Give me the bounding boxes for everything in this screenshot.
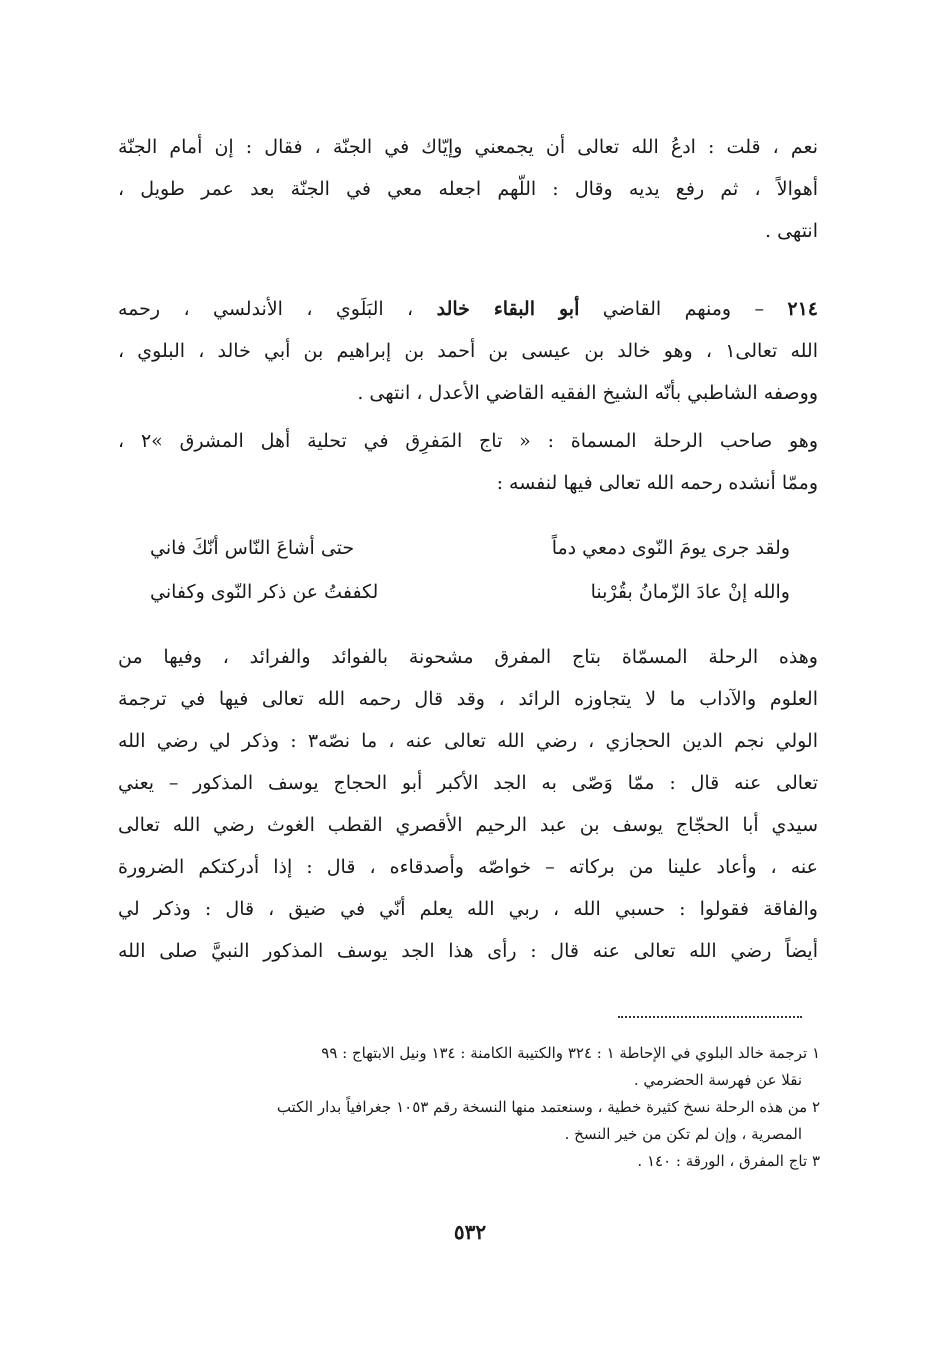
verse bbox=[150, 526, 790, 570]
verse-first-hemistich: ولقد جرى يومَ النّوى دمعي دماً bbox=[551, 537, 790, 559]
text-line: سيدي أبا الحجّاج يوسف بن عبد الرحيم الأقصري القطب الغوث رضي الله تعالى bbox=[118, 814, 818, 836]
footnote-2-continued: المصرية ، وإن لم تكن من خير النسخ . bbox=[564, 1125, 802, 1143]
entry-name: أبو البقاء خالد bbox=[436, 298, 580, 320]
text-line: الولي نجم الدين الحجازي ، رضي الله تعالى عنه ، ما نصّه٣ : وذكر لي رضي الله bbox=[118, 730, 818, 752]
entry-number: ٢١٤ bbox=[787, 298, 818, 320]
entry-heading-line bbox=[118, 288, 818, 330]
footnotes bbox=[108, 1040, 820, 1175]
text-line: تعالى عنه قال : ممّا وَصّى به الجد الأكبر أبو الحجاج يوسف المذكور – يعني bbox=[118, 772, 818, 794]
text-line: وهذه الرحلة المسمّاة بتاج المفرق مشحونة بالفوائد والفرائد ، وفيها من bbox=[118, 646, 818, 668]
paragraph-taj-almafriq bbox=[118, 636, 818, 972]
verse-second-hemistich: لكففتُ عن ذكر النّوى وكفاني bbox=[150, 581, 379, 603]
verse-first-hemistich: والله إنْ عادَ الزّمانُ بقُرْبنا bbox=[590, 581, 790, 603]
entry-intro: – ومنهم القاضي bbox=[579, 298, 788, 320]
text-line: وممّا أنشده رحمه الله تعالى فيها لنفسه : bbox=[496, 472, 818, 494]
paragraph-rihla bbox=[118, 420, 818, 504]
entry-heading-rest: ، البَلَوي ، الأندلسي ، رحمه bbox=[118, 298, 437, 320]
text-line: أيضاً رضي الله تعالى عنه قال : رأى هذا الجد يوسف المذكور النبيَّ صلى الله bbox=[118, 940, 818, 962]
text-line: والفاقة فقولوا : حسبي الله ، ربي الله يعلم أنّي في ضيق ، قال : وذكر لي bbox=[118, 898, 818, 920]
verse-second-hemistich: حتى أشاعَ النّاس أنّكَ فاني bbox=[150, 537, 355, 559]
entry-214 bbox=[118, 288, 818, 414]
text-line: نعم ، قلت : ادعُ الله تعالى أن يجمعني وإيّاك في الجنّة ، فقال : إن أمام الجنّة bbox=[118, 136, 818, 158]
footnote-1: ١ ترجمة خالد البلوي في الإحاطة ١ : ٣٢٤ والكتيبة الكامنة : ١٣٤ ونيل الابتهاج : ٩٩ bbox=[321, 1044, 820, 1062]
text-line: أهوالاً ، ثم رفع يديه وقال : اللّهم اجعله معي في الجنّة بعد عمر طويل ، bbox=[118, 178, 818, 200]
text-line: انتهى . bbox=[765, 220, 818, 242]
text-line: ووصفه الشاطبي بأنّه الشيخ الفقيه القاضي الأعدل ، انتهى . bbox=[357, 382, 818, 404]
text-line: الله تعالى١ ، وهو خالد بن عيسى بن أحمد بن إبراهيم بن أبي خالد ، البلوي ، bbox=[118, 340, 818, 362]
text-line: العلوم والآداب ما لا يتجاوزه الرائد ، وقد قال رحمه الله تعالى فيها في ترجمة bbox=[118, 688, 818, 710]
paragraph-continuation bbox=[118, 126, 818, 252]
footnote-1-continued: نقلا عن فهرسة الحضرمي . bbox=[633, 1071, 802, 1089]
footnote-2: ٢ من هذه الرحلة نسخ كثيرة خطية ، وسنعتمد منها النسخة رقم ١٠٥٣ جغرافياً بدار الكتب bbox=[276, 1098, 820, 1116]
footnote-3: ٣ تاج المفرق ، الورقة : ١٤٠ . bbox=[637, 1152, 820, 1170]
poem-verses bbox=[150, 526, 790, 614]
text-line: وهو صاحب الرحلة المسماة : « تاج المَفرِق في تحلية أهل المشرق »٢ ، bbox=[118, 430, 819, 452]
verse bbox=[150, 570, 790, 614]
footnote-separator bbox=[618, 1016, 802, 1018]
text-line: عنه ، وأعاد علينا من بركاته – خواصّه وأصدقاءه ، قال : إذا أدركتكم الضرورة bbox=[118, 856, 818, 878]
page-number: ٥٣٢ bbox=[453, 1220, 487, 1244]
